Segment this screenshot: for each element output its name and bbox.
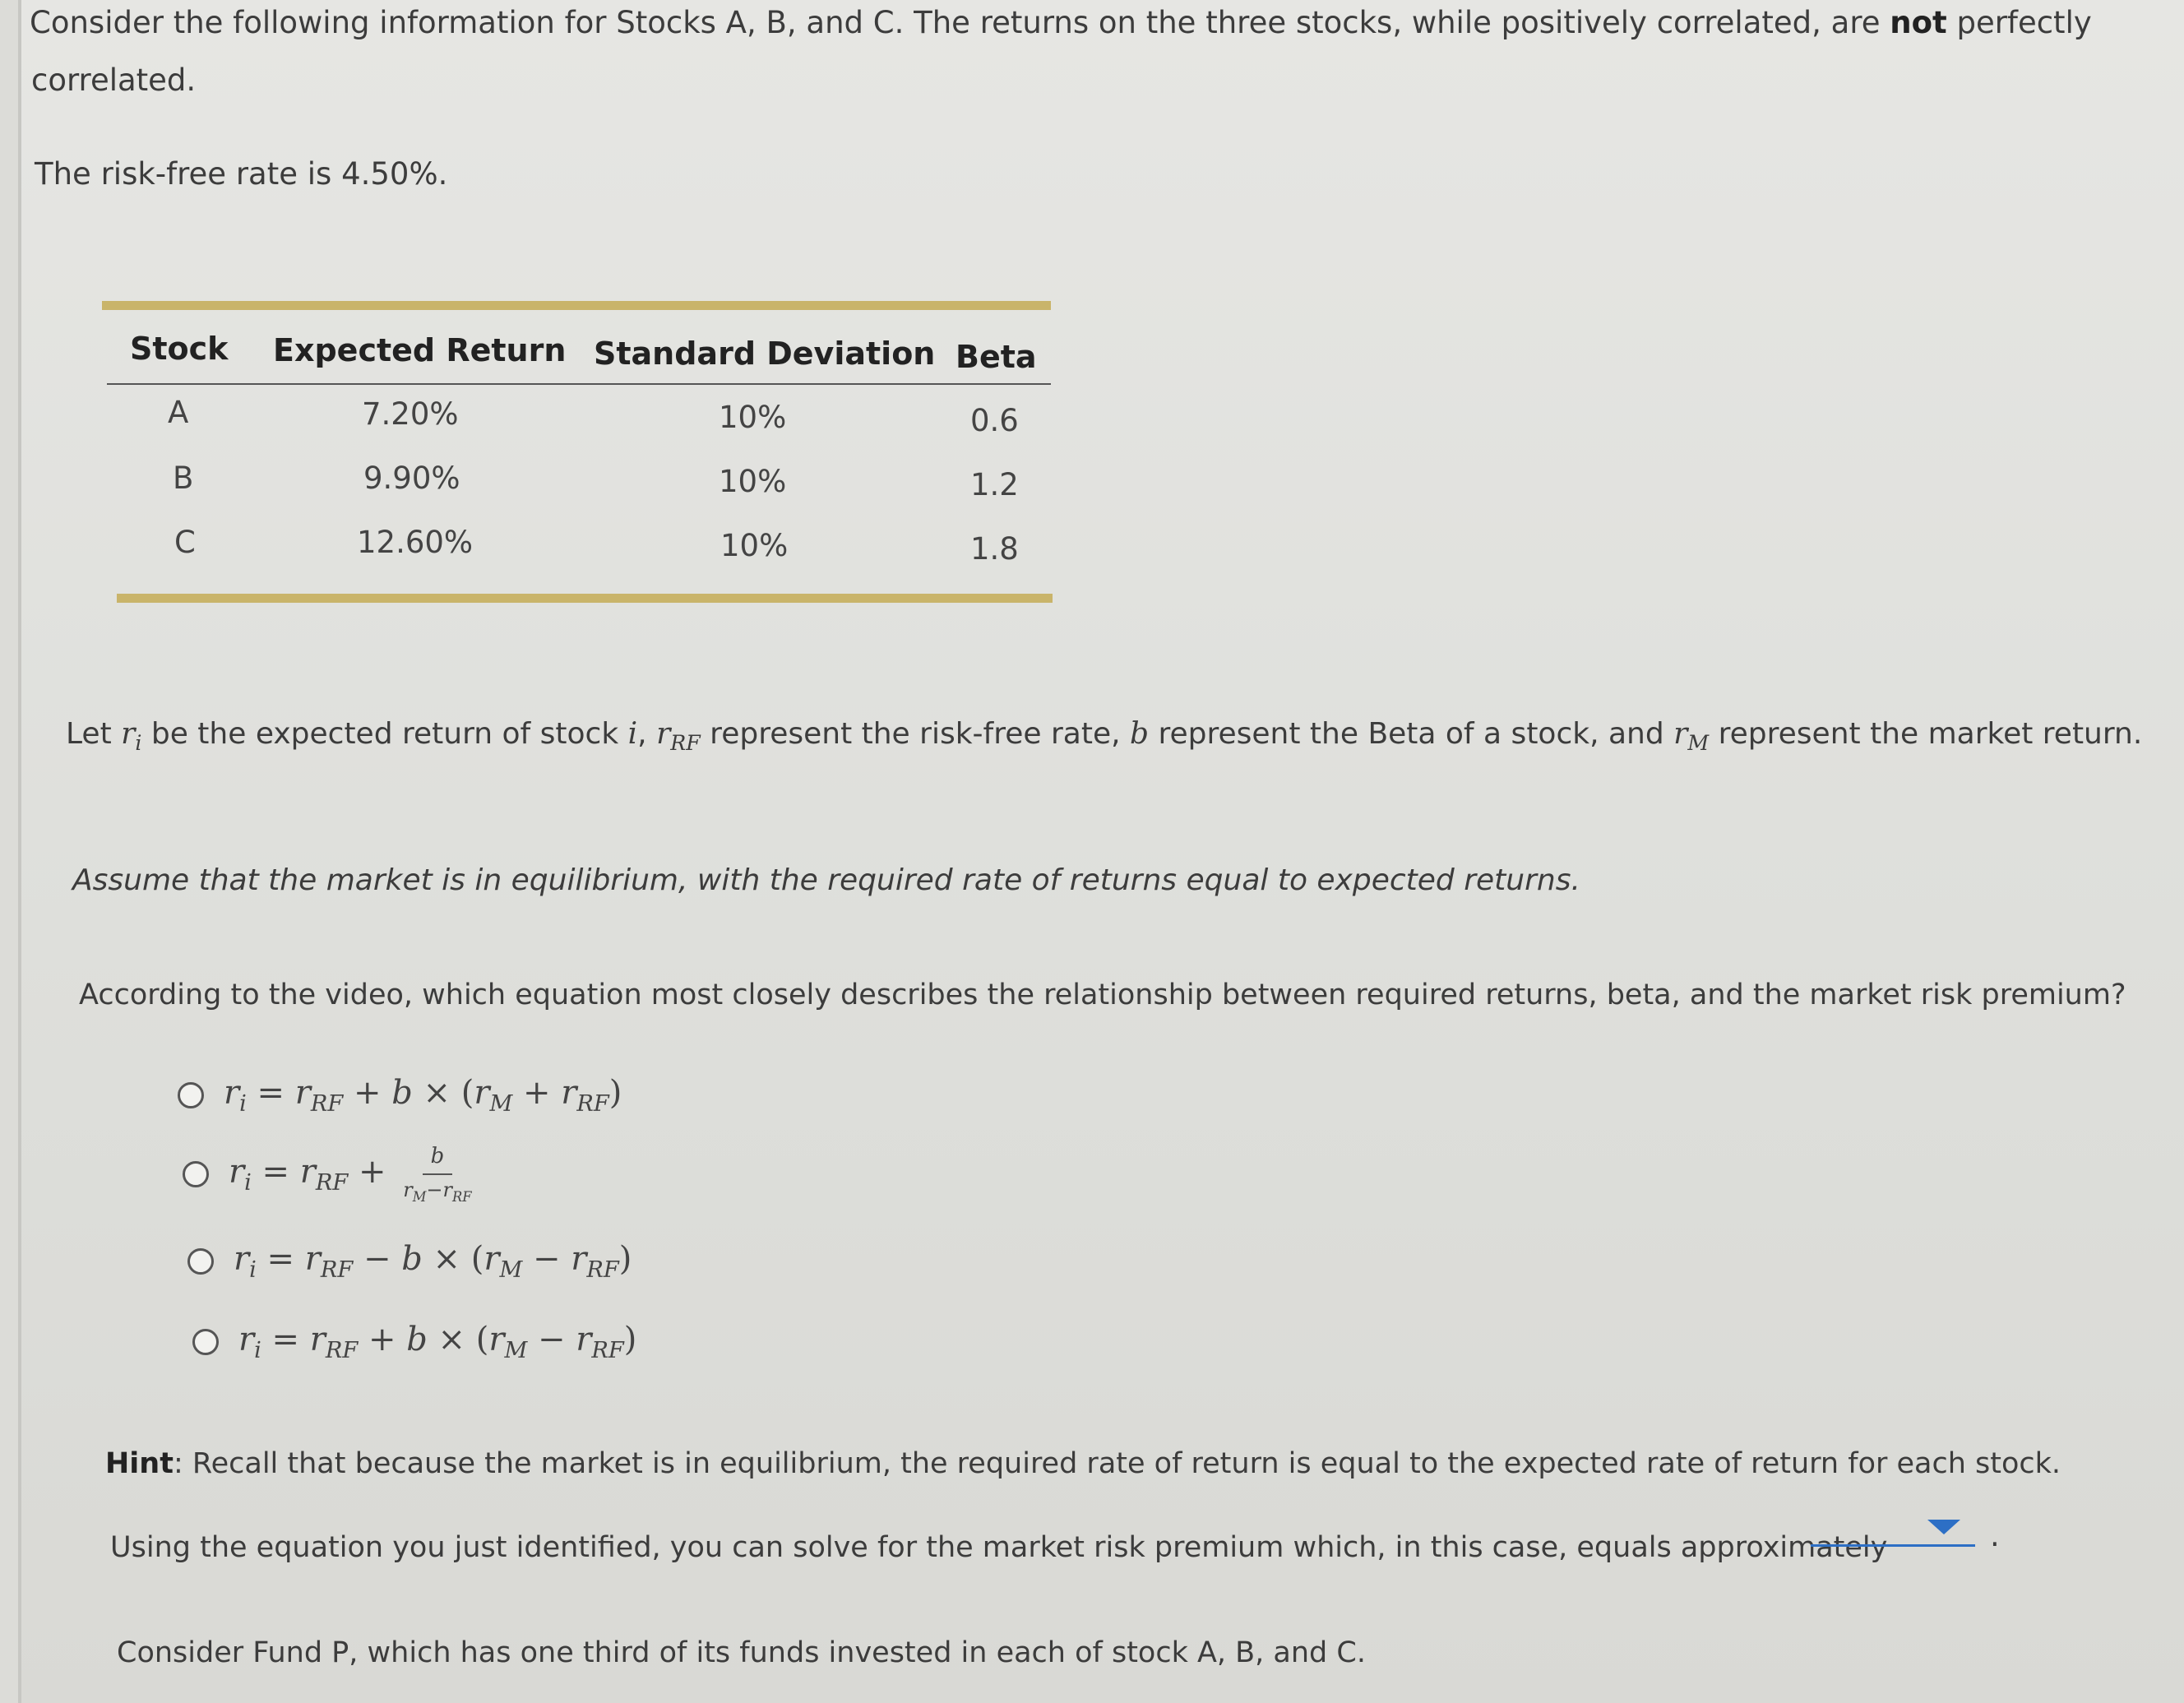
cell-stock: A: [168, 395, 189, 430]
cell-beta: 1.2: [970, 467, 1019, 502]
option-2[interactable]: [183, 1144, 472, 1205]
table-top-rule: [102, 301, 1051, 310]
option-1[interactable]: [178, 1072, 622, 1118]
cell-std-dev: 10%: [720, 528, 789, 563]
cell-std-dev: 10%: [719, 464, 787, 499]
cell-expected-return: 12.60%: [357, 525, 474, 560]
var-rm: $r_M$: [1673, 717, 1710, 756]
equation: $r_i = r_{RF} + b \times (r_M + r_{RF})$: [224, 1074, 622, 1117]
var-ri: $r_i$: [121, 717, 142, 756]
var-rrf: $r_{RF}$: [656, 717, 701, 756]
cell-beta: 1.8: [970, 531, 1019, 567]
cell-expected-return: 7.20%: [362, 396, 459, 432]
cell-expected-return: 9.90%: [363, 460, 460, 496]
variable-definitions: Let $r_i$ be the expected return of stock i, $r_{RF}$ represent the risk-free rate, b represent the Beta of a stock, and $r_M$ represent the market return.: [66, 717, 2143, 756]
option-4[interactable]: [192, 1319, 636, 1365]
header-stock: Stock: [130, 331, 229, 367]
risk-free-rate-text: The risk-free rate is 4.50%.: [35, 156, 448, 192]
hint-text: Hint: Recall that because the market is in equilibrium, the required rate of return is equal to the expected rate of return for each stock.: [105, 1447, 2061, 1480]
hint-label: Hint: [105, 1447, 174, 1480]
cell-beta: 0.6: [970, 403, 1019, 438]
cell-std-dev: 10%: [719, 400, 787, 435]
radio-button[interactable]: [187, 1248, 214, 1275]
header-beta: Beta: [956, 339, 1037, 375]
header-standard-deviation: Standard Deviation: [594, 336, 936, 372]
equation: $r_i = r_{RF} - b \times (r_M - r_{RF})$: [234, 1240, 632, 1283]
market-risk-premium-dropdown[interactable]: [1811, 1520, 1975, 1547]
intro-line-2: correlated.: [31, 62, 197, 98]
solve-text: Using the equation you just identified, you can solve for the market risk premium which, in this case, equals approximately: [110, 1531, 1888, 1564]
fund-p-text: Consider Fund P, which has one third of its funds invested in each of stock A, B, and C.: [117, 1636, 1366, 1669]
table-header-rule: [107, 383, 1051, 385]
chevron-down-icon[interactable]: [1927, 1520, 1960, 1534]
equation: $r_i = r_{RF}$ + $\frac{b}{r_M-r_{RF}}$: [229, 1144, 472, 1205]
cell-stock: B: [173, 460, 194, 496]
var-i: i: [627, 717, 638, 751]
radio-button[interactable]: [183, 1161, 209, 1187]
sentence-period: .: [1990, 1518, 2000, 1553]
cell-stock: C: [174, 525, 196, 560]
var-b: b: [1129, 717, 1150, 751]
equilibrium-assumption: Assume that the market is in equilibrium, with the required rate of returns equal to expected returns.: [72, 863, 1580, 897]
table-bottom-rule: [117, 594, 1053, 603]
option-3[interactable]: [187, 1238, 632, 1284]
intro-line-1: Consider the following information for Stocks A, B, and C. The returns on the three stocks, while positively correlated, are not perfectly: [30, 5, 2092, 40]
emphasis-not: not: [1890, 5, 1947, 40]
question-text: According to the video, which equation most closely describes the relationship between required returns, beta, and the market risk premium?: [79, 979, 2126, 1011]
equation: $r_i = r_{RF} + b \times (r_M - r_{RF})$: [238, 1321, 637, 1363]
fraction: $\frac{b}{r_M-r_{RF}}$: [403, 1144, 472, 1205]
radio-button[interactable]: [178, 1082, 204, 1108]
header-expected-return: Expected Return: [273, 332, 567, 368]
radio-button[interactable]: [192, 1329, 219, 1355]
